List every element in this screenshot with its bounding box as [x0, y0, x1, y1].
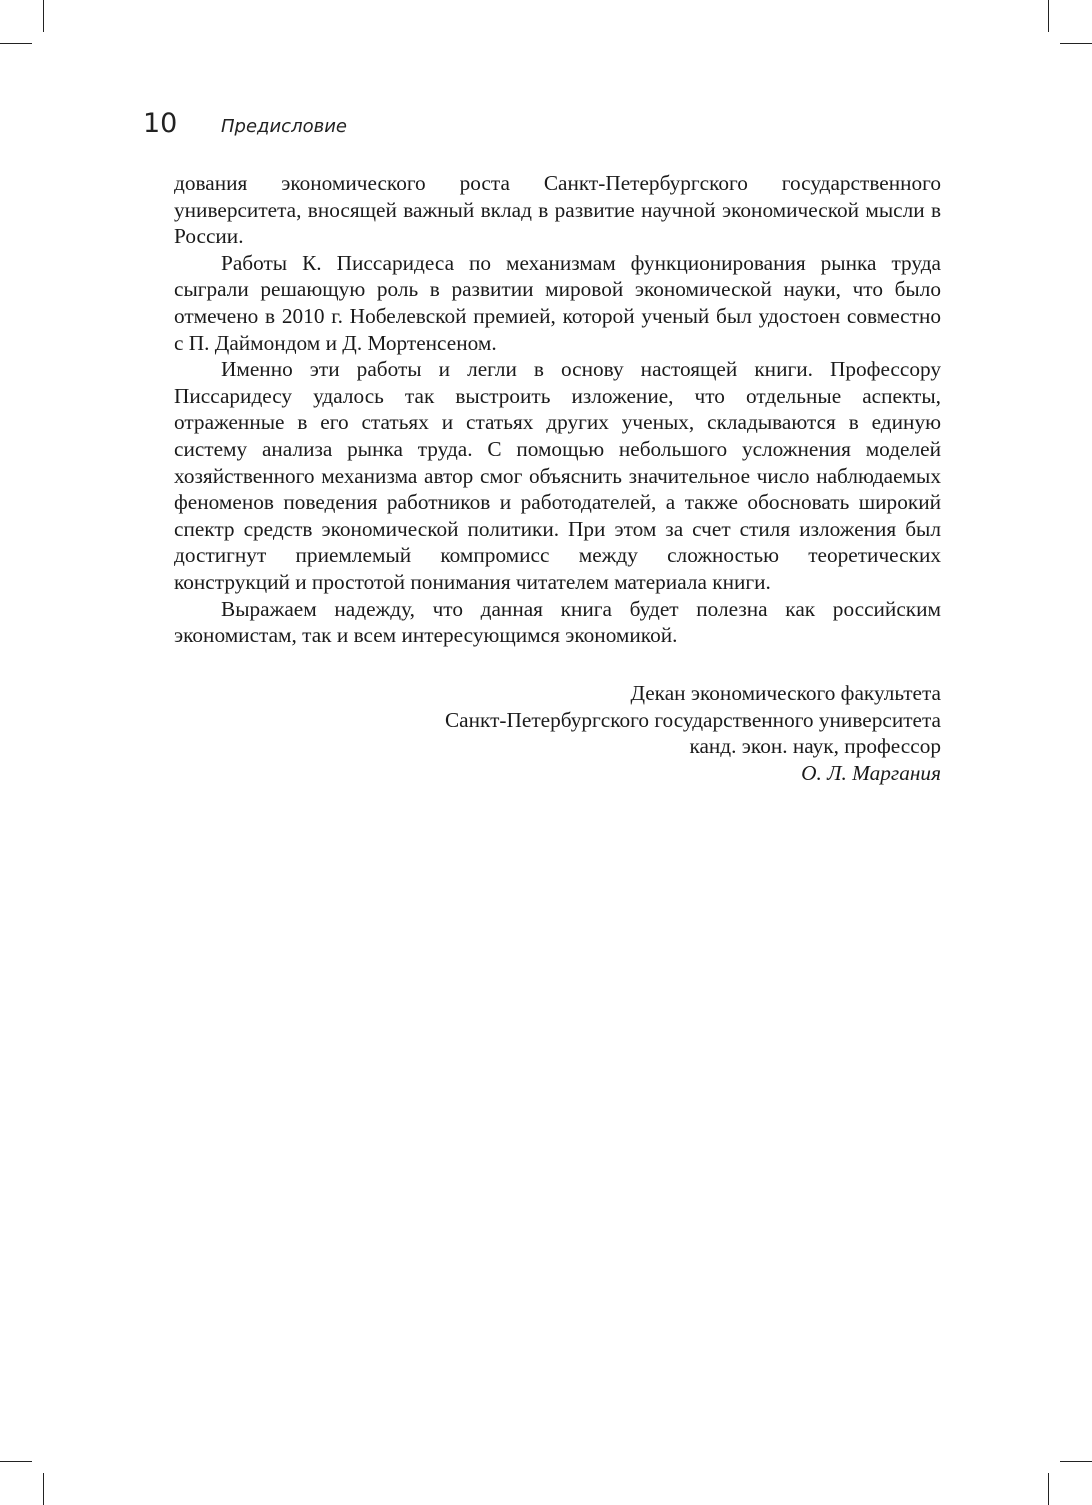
signature-degree: канд. экон. наук, профессор: [689, 734, 941, 759]
body-text: [174, 170, 941, 649]
signature-institution: Санкт-Петербургского государственного университета: [444, 707, 941, 732]
crop-mark: [1048, 0, 1049, 32]
paragraph: Выражаем надежду, что данная книга будет полезна как российским экономистам, так и всем интересующимся экономикой.: [174, 596, 941, 648]
crop-mark: [0, 43, 32, 44]
crop-mark: [0, 1461, 32, 1462]
page-number: 10: [143, 108, 178, 139]
crop-mark: [1060, 1461, 1092, 1462]
paragraph: Именно эти работы и легли в основу настоящей книги. Профессору Писсаридесу удалось так выстроить изложение, что отдельные аспекты, отраженные в его статьях и статьях других ученых, складываются в единую систему анализа рынка труда. С помощью небольшого усложнения моделей хозяйственного механизма автор смог объяснить значительное число наблюдаемых феноменов поведения работников и работодателей, а также обосновать широкий спектр средств экономической политики. При этом за счет стиля изложения был достигнут приемлемый компромисс между сложностью теоретических конструкций и простотой понимания читателем материала книги.: [174, 357, 941, 594]
crop-mark: [43, 1473, 44, 1505]
crop-mark: [1048, 1473, 1049, 1505]
crop-mark: [43, 0, 44, 32]
signature-block: [174, 680, 941, 786]
running-head: [143, 108, 347, 139]
signature-name: О. Л. Маргания: [801, 760, 941, 785]
section-title: Предисловие: [221, 116, 347, 137]
paragraph: Работы К. Писсаридеса по механизмам функционирования рынка труда сыграли решающую роль в развитии мировой экономической науки, что было отмечено в 2010 г. Нобелевской премией, которой ученый был удостоен совместно с П. Даймондом и Д. Мортенсеном.: [174, 250, 941, 355]
signature-position: Декан экономического факультета: [630, 681, 941, 705]
paragraph: дования экономического роста Санкт-Петербургского государственного университета, вносящей важный вклад в развитие научной экономической мысли в России.: [174, 171, 941, 249]
crop-mark: [1060, 43, 1092, 44]
